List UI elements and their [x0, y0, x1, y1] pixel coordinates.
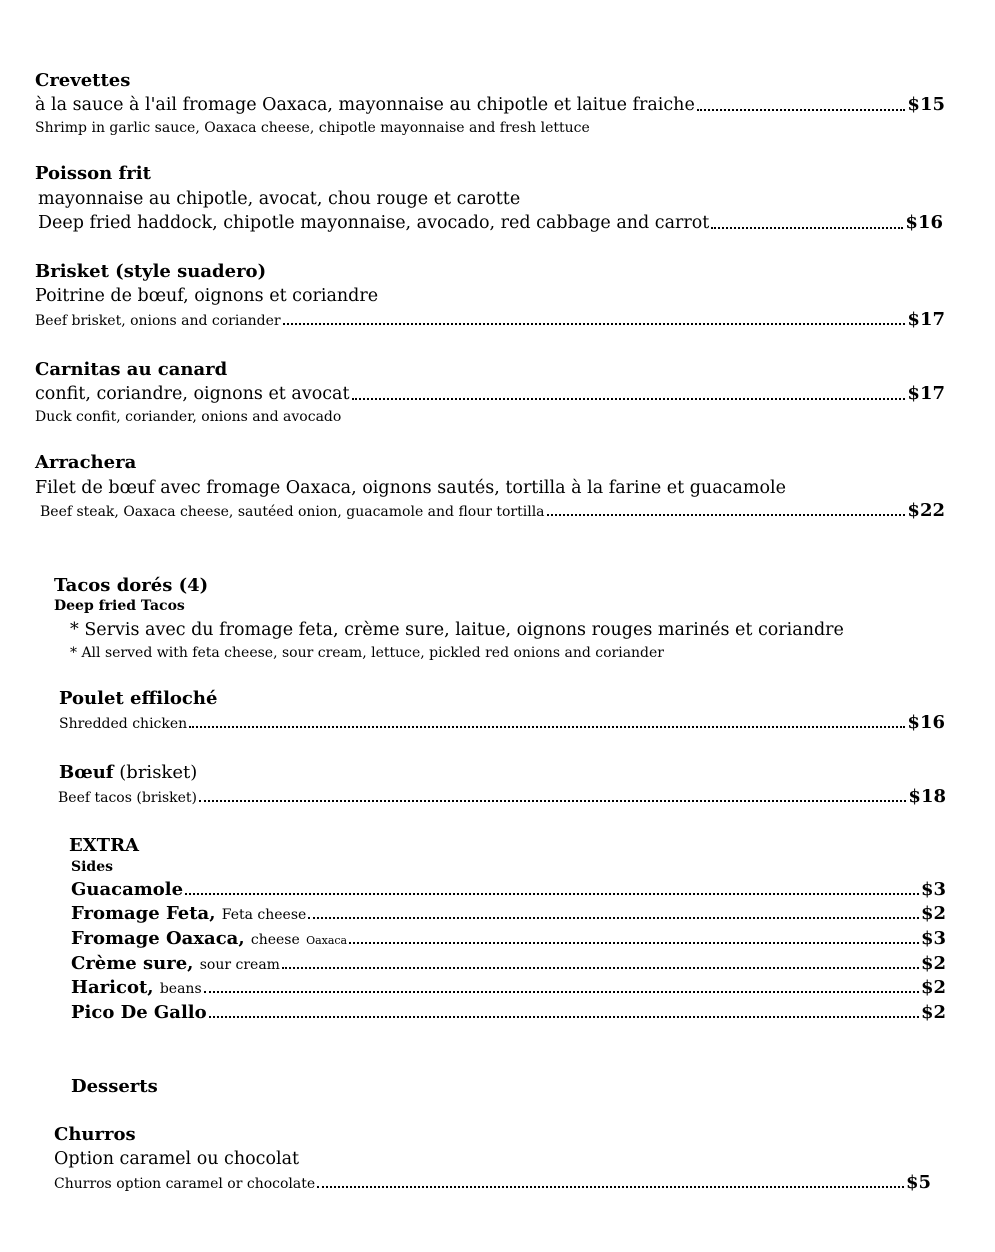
side-name: Fromage Feta, [71, 903, 216, 924]
menu-line-poisson-frit [38, 212, 943, 234]
menu-line-poulet [59, 714, 945, 733]
dot-leader [204, 991, 919, 993]
side-price: $2 [920, 1002, 946, 1023]
item-desc-en: Beef steak, Oaxaca cheese, sautéed onion, guacamole and flour tortilla [40, 504, 545, 520]
dot-leader [349, 942, 919, 944]
section-subtitle-sides: Sides [71, 859, 114, 875]
side-price: $2 [920, 953, 946, 974]
item-price: $18 [908, 786, 946, 807]
item-desc-fr: confit, coriandre, oignons et avocat [35, 384, 350, 404]
side-fromage-oaxaca [71, 928, 946, 949]
item-desc-fr: mayonnaise au chipotle, avocat, chou rouge et carotte [38, 189, 521, 209]
dot-leader [711, 227, 903, 229]
dot-leader [283, 323, 906, 325]
dot-leader [308, 917, 919, 919]
side-price: $3 [920, 879, 946, 900]
side-en: beans [159, 981, 202, 997]
item-name-poulet: Poulet effiloché [59, 688, 218, 709]
section-title-tacos: Tacos dorés (4) [54, 575, 209, 596]
item-price: $17 [907, 309, 945, 330]
item-name-arrachera: Arrachera [35, 452, 137, 473]
item-desc-en: Shrimp in garlic sauce, Oaxaca cheese, chipotle mayonnaise and fresh lettuce [35, 120, 590, 136]
side-guacamole [71, 879, 946, 900]
side-name: Fromage Oaxaca, [71, 928, 245, 949]
item-desc-en: Duck confit, coriander, onions and avocado [35, 409, 342, 425]
side-en: Feta cheese [221, 907, 307, 923]
menu-line-carnitas [35, 383, 945, 405]
section-subtitle-tacos: Deep fried Tacos [54, 598, 185, 614]
item-desc-en: Shredded chicken [59, 716, 188, 732]
item-desc-fr: Filet de bœuf avec fromage Oaxaca, oignons sautés, tortilla à la farine et guacamole [35, 478, 786, 498]
item-desc-en: Beef brisket, onions and coriander [35, 313, 281, 329]
section-title-desserts: Desserts [71, 1076, 158, 1097]
item-price: $15 [907, 94, 945, 115]
side-name: Guacamole [71, 879, 184, 900]
item-price: $16 [905, 212, 943, 233]
side-name: Crème sure, [71, 953, 194, 974]
side-label [71, 903, 306, 924]
side-price: $2 [920, 977, 946, 998]
dot-leader [199, 800, 906, 802]
side-pico-de-gallo [71, 1002, 946, 1023]
item-desc-en: Beef tacos (brisket) [58, 790, 198, 806]
item-price: $17 [907, 383, 945, 404]
item-desc-fr: Option caramel ou chocolat [54, 1149, 300, 1169]
side-label [71, 977, 202, 998]
menu-line-arrachera [40, 502, 945, 521]
side-en-small: Oaxaca [306, 934, 348, 947]
menu-line-crevettes [35, 94, 945, 116]
item-name-poisson-frit: Poisson frit [35, 163, 151, 184]
item-price: $16 [907, 712, 945, 733]
side-creme-sure [71, 953, 946, 974]
item-name-crevettes: Crevettes [35, 70, 131, 91]
item-name-carnitas: Carnitas au canard [35, 359, 228, 380]
side-price: $2 [920, 903, 946, 924]
item-price: $5 [905, 1172, 931, 1193]
item-name-boeuf [59, 762, 197, 784]
dot-leader [317, 1186, 904, 1188]
section-title-extra: EXTRA [69, 835, 140, 856]
dot-leader [352, 398, 906, 400]
dot-leader [697, 109, 906, 111]
menu-line-brisket [35, 311, 945, 330]
side-en: sour cream [199, 957, 280, 973]
item-desc-fr: à la sauce à l'ail fromage Oaxaca, mayonnaise au chipotle et laitue fraiche [35, 95, 695, 115]
side-name: Haricot, [71, 977, 154, 998]
dot-leader [547, 514, 906, 516]
item-name-churros: Churros [54, 1124, 136, 1145]
item-desc-en: Churros option caramel or chocolate [54, 1176, 316, 1192]
boeuf-name: Bœuf [59, 762, 114, 783]
menu-line-churros [54, 1174, 931, 1193]
side-haricot [71, 977, 946, 998]
tacos-note-en: * All served with feta cheese, sour cream, lettuce, pickled red onions and coriander [70, 645, 664, 661]
side-label [71, 928, 347, 949]
menu-line-boeuf [58, 788, 946, 807]
boeuf-name-extra: (brisket) [119, 762, 198, 783]
side-fromage-feta [71, 903, 946, 924]
side-en: cheese [250, 932, 300, 948]
item-desc-en: Deep fried haddock, chipotle mayonnaise, avocado, red cabbage and carrot [38, 213, 710, 233]
dot-leader [209, 1016, 919, 1018]
side-name: Pico De Gallo [71, 1002, 207, 1023]
tacos-note-fr: * Servis avec du fromage feta, crème sure, laitue, oignons rouges marinés et coriandre [70, 620, 844, 640]
item-name-brisket: Brisket (style suadero) [35, 261, 267, 282]
dot-leader [185, 893, 919, 895]
dot-leader [189, 726, 905, 728]
dot-leader [282, 967, 919, 969]
item-desc-fr: Poitrine de bœuf, oignons et coriandre [35, 286, 379, 306]
item-price: $22 [907, 500, 945, 521]
side-price: $3 [920, 928, 946, 949]
side-label [71, 953, 280, 974]
